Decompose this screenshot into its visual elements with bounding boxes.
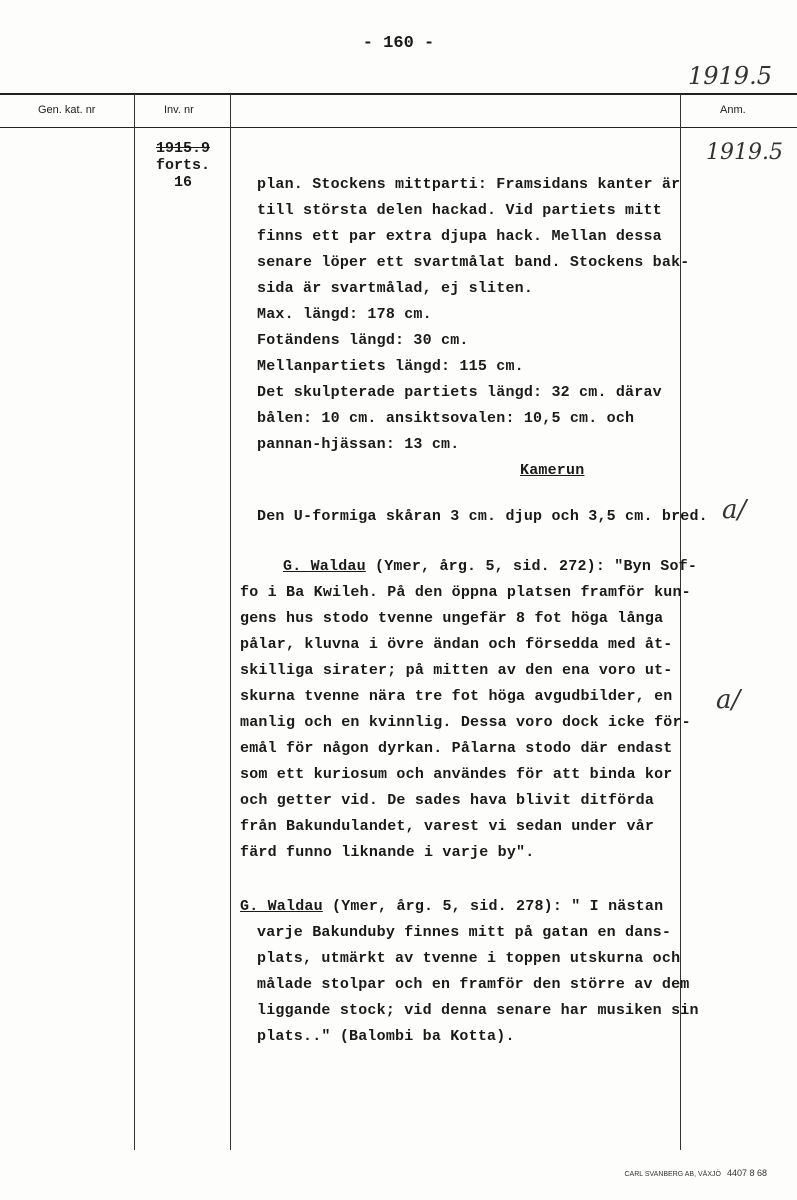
body-line: Mellanpartiets längd: 115 cm.	[257, 358, 524, 375]
body-line: finns ett par extra djupa hack. Mellan dessa	[257, 228, 662, 245]
inv-suffix: 16	[173, 174, 192, 191]
column-divider-2	[230, 94, 231, 1150]
quote2-line: varje Bakunduby finnes mitt på gatan en dans-	[257, 924, 672, 941]
printer-name: CARL SVANBERG AB, VÄXJÖ	[624, 1171, 721, 1178]
form-code: 4407 8 68	[726, 1168, 767, 1178]
inventory-number	[135, 140, 231, 191]
quote1-author: G. Waldau	[283, 558, 366, 575]
quote1-line: gens hus stodo tvenne ungefär 8 fot höga långa	[240, 610, 664, 627]
quote2-first-line	[240, 898, 663, 915]
anm-note-catalog: 1919.5	[706, 140, 783, 165]
quote2-line: plats, utmärkt av tvenne i toppen utskurna och	[257, 950, 681, 967]
quote1-line: som ett kuriosum och användes för att binda kor	[240, 766, 673, 783]
body-line: Max. längd: 178 cm.	[257, 306, 432, 323]
quote1-line: manlig och en kvinnlig. Dessa voro dock icke för-	[240, 714, 691, 731]
skaran-line: Den U-formiga skåran 3 cm. djup och 3,5 cm. bred.	[257, 508, 708, 525]
quote1-line: färd funno liknande i varje by".	[240, 844, 535, 861]
forts-label: forts.	[155, 157, 210, 174]
header-anm: Anm.	[720, 104, 746, 116]
quote1-line: fo i Ba Kwileh. På den öppna platsen framför kun-	[240, 584, 691, 601]
anm-note-a-2: a/	[716, 685, 741, 715]
quote1-line: pålar, kluvna i övre ändan och försedda med åt-	[240, 636, 673, 653]
body-line: Fotändens längd: 30 cm.	[257, 332, 469, 349]
body-line: bålen: 10 cm. ansiktsovalen: 10,5 cm. och	[257, 410, 635, 427]
quote1-first-line	[283, 558, 697, 575]
quote2-line: målade stolpar och en framför den större av dem	[257, 976, 690, 993]
table-top-border	[0, 93, 797, 95]
quote1-line: emål för någon dyrkan. Pålarna stodo där endast	[240, 740, 673, 757]
header-inv-nr: Inv. nr	[164, 104, 194, 116]
region-heading-kamerun: Kamerun	[520, 462, 585, 479]
quote2-author: G. Waldau	[240, 898, 323, 915]
quote1-line: från Bakundulandet, varest vi sedan under vår	[240, 818, 655, 835]
quote1-line: skurna tvenne nära tre fot höga avgudbilder, en	[240, 688, 673, 705]
body-line: senare löper ett svartmålat band. Stockens bak-	[257, 254, 690, 271]
body-line: till största delen hackad. Vid partiets mitt	[257, 202, 662, 219]
quote2-line: liggande stock; vid denna senare har musiken sin	[257, 1002, 699, 1019]
quote2-line: plats.." (Balombi ba Kotta).	[257, 1028, 515, 1045]
body-line: pannan-hjässan: 13 cm.	[257, 436, 460, 453]
header-bottom-border	[0, 127, 797, 128]
corner-catalog-note: 1919.5	[688, 62, 772, 90]
printer-footer	[624, 1168, 767, 1178]
header-gen-kat: Gen. kat. nr	[38, 104, 96, 116]
page-number: - 160 -	[362, 34, 435, 53]
quote1-line: och getter vid. De sades hava blivit ditförda	[240, 792, 655, 809]
column-divider-1	[134, 94, 135, 1150]
struck-inv-number: 1915.9	[155, 140, 210, 157]
body-line: plan. Stockens mittparti: Framsidans kanter är	[257, 176, 681, 193]
quote2-citation: (Ymer, årg. 5, sid. 278): " I nästan	[322, 898, 664, 915]
quote1-line: skilliga sirater; på mitten av den ena voro ut-	[240, 662, 673, 679]
quote1-citation: (Ymer, årg. 5, sid. 272): "Byn Sof-	[365, 558, 698, 575]
body-line: sida är svartmålad, ej sliten.	[257, 280, 534, 297]
anm-note-a-1: a/	[722, 495, 747, 525]
body-line: Det skulpterade partiets längd: 32 cm. därav	[257, 384, 662, 401]
